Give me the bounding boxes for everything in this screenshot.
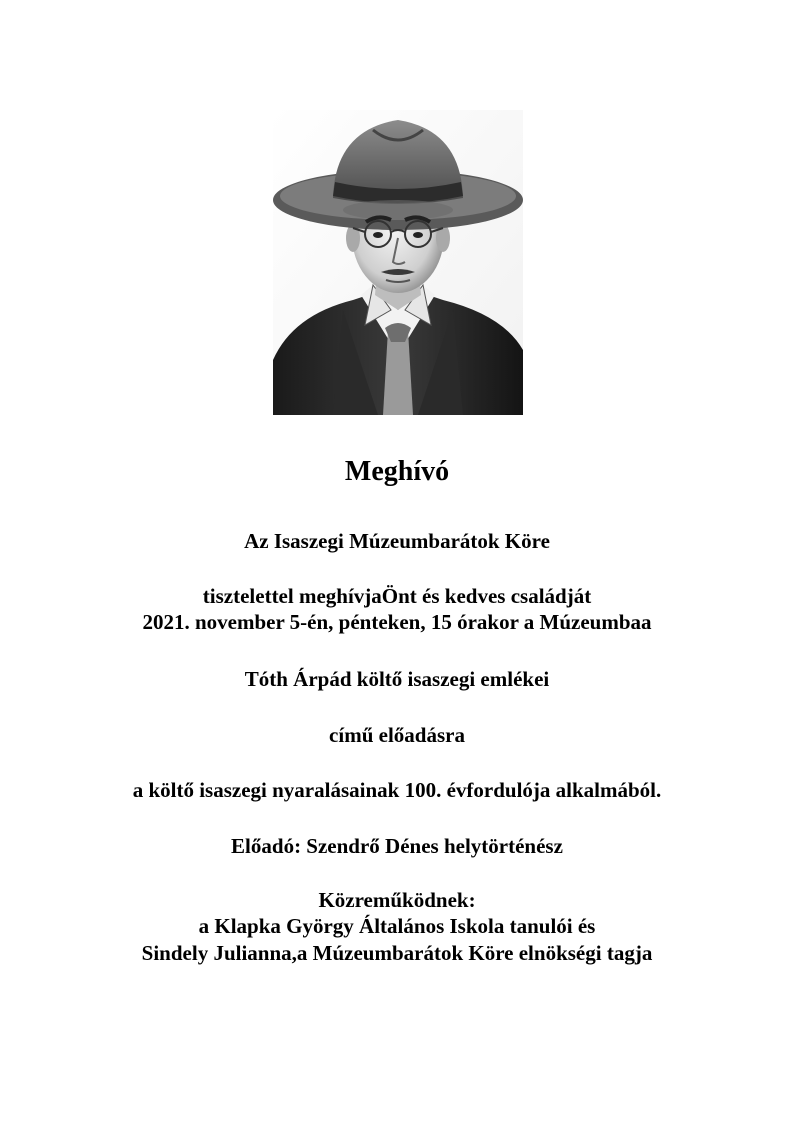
invitation-line-1: tisztelettel meghívjaÖnt és kedves családját: [202, 584, 592, 608]
lecture-title: Tóth Árpád költő isaszegi emlékei: [244, 667, 550, 691]
lecture-type: című előadásra: [329, 723, 465, 747]
invitation-title: Meghívó: [344, 456, 450, 487]
contributor-line: a Klapka György Általános Iskola tanulói és: [198, 914, 596, 938]
organizer-name: Az Isaszegi Múzeumbarátok Köre: [244, 529, 550, 553]
portrait-photo: [273, 110, 523, 415]
speaker-line: Előadó: Szendrő Dénes helytörténész: [231, 834, 563, 858]
contributors-heading: Közreműködnek:: [318, 888, 476, 912]
contributor-line: Sindely Julianna,a Múzeumbarátok Köre elnökségi tagja: [141, 941, 653, 965]
invitation-line-2: 2021. november 5-én, pénteken, 15 órakor a Múzeumbaa: [142, 610, 652, 634]
occasion-line: a költő isaszegi nyaralásainak 100. évfordulója alkalmából.: [132, 778, 662, 802]
